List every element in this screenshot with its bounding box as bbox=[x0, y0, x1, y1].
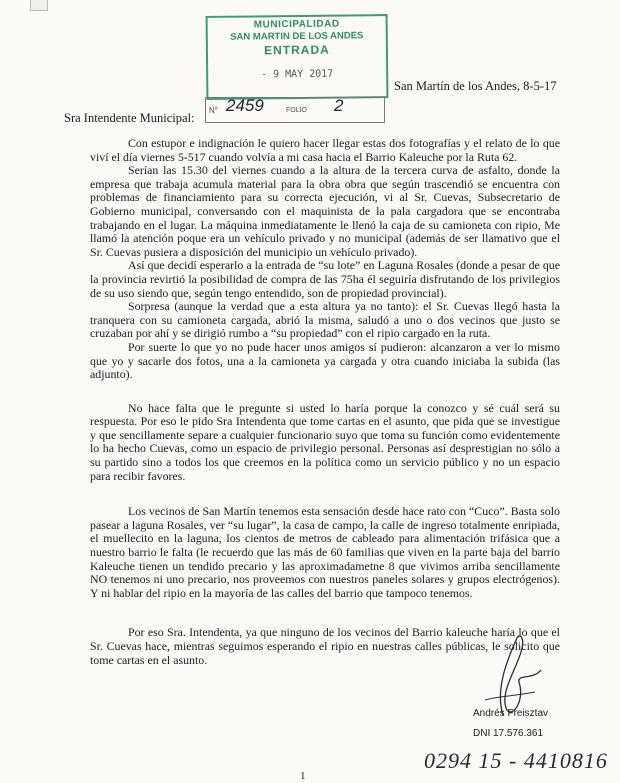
entrada-stamp bbox=[206, 14, 389, 100]
paragraph: Con estupor e indignación le quiero hacer llegar estas dos fotografías y el relato de lo que viví el día viernes 5-517 cuando volvía a mi casa hacia el Barrio Kaleuche por la Ruta 62. bbox=[90, 136, 560, 164]
addressee: Sra Intendente Municipal: bbox=[64, 111, 195, 125]
handwritten-signature bbox=[455, 630, 575, 720]
letter-body bbox=[90, 137, 560, 667]
folio-value: 2 bbox=[334, 96, 344, 115]
paragraph: No hace falta que le pregunte si usted lo haría porque la conozco y sé cuál será su respuesta. Por eso le pido Sra Intendenta que tome cartas en el asunto, que pida que se investigue y que sencillamente separe a cualquier funcionario suyo que toma su función como evidentemente lo ha hecho Cuevas, como un espacio de privilegio personal. Personas así desprestigian no sólo a su partido sino a todos los que creemos en la política como un servicio público y no un espacio para recibir favores. bbox=[90, 400, 560, 483]
registry-number-box bbox=[205, 97, 385, 123]
page-number: 1 bbox=[300, 770, 306, 782]
staple-mark bbox=[30, 0, 48, 11]
signer-name: Andrés Freisztav bbox=[473, 708, 549, 719]
paragraph: Así que decidí esperarlo a la entrada de “su lote” en Laguna Rosales (donde a pesar de que la provincia revirtió la posibilidad de compra de las 75ha él seguiría disfrutando de los privilegios de su uso siendo que, según tengo entendido, son de propiedad provincial). bbox=[90, 258, 560, 300]
number-value: 2459 bbox=[226, 96, 264, 115]
paragraph: Por eso Sra. Intendenta, ya que ninguno de los vecinos del Barrio kaleuche haría lo que el Sr. Cuevas hace, mientras seguimos esperando el ripio en nuestras calles públicas, le solicito que tome cartas en el asunto. bbox=[90, 625, 560, 667]
stamp-date: - 9 MAY 2017 bbox=[261, 68, 334, 81]
stamp-line-1: MUNICIPALIDAD bbox=[253, 18, 340, 31]
signer-dni: DNI 17.576.361 bbox=[473, 728, 544, 739]
folio-label: FOLIO bbox=[286, 107, 308, 114]
paragraph: Sorpresa (aunque la verdad que a esta altura ya no tanto): el Sr. Cuevas llegó hasta la tranquera con su camioneta cargada, abrió la misma, saludó a uno o dos vecinos que justo se cruzaban por ahí y se dirigió rumbo a “su propiedad” con el ripio cargado en la ruta. bbox=[90, 299, 560, 341]
paragraph: Los vecinos de San Martín tenemos esta sensación desde hace rato con “Cuco”. Basta solo pasear a laguna Rosales, ver “su lugar”, la casa de campo, la calle de ingreso totalmente enripiada, el muellecito en la laguna, los cientos de metros de cableado para alimentación trifásica que a nuestro barrio le falta (le recuerdo que las más de 60 familias que viven en la parte baja del barrio Kaleuche tienen un tendido precario y las aproximadametne 8 que vivimos arriba sencillamente NO tenemos ni uno precario, nos proveemos con nuestros paneles solares y grupos electrógenos). Y ni hablar del ripio en la mayoría de las calles del barrio que tampoco tenemos. bbox=[90, 504, 560, 600]
stamp-line-2: SAN MARTIN DE LOS ANDES bbox=[230, 30, 364, 43]
paragraph: Serían las 15.30 del viernes cuando a la altura de la tercera curva de asfalto, donde la empresa que trabaja acumula material para la obra obra que según trascendió se encuentra con problemas de financiamiento para su correcta ejecución, vi al Sr. Cuevas, Subsecretario de Gobierno municipal, conversando con el maquinista de la pala cargadora que se encontraba trabajando en el lugar. La máquina inmediatamente le llenó la caja de su camioneta con ripio, Me llamó la atención poque era un vehículo privado y no municipal (además de ser llamativo que el Sr. Cuevas pusiera a disposición del municipio un vehículo privado). bbox=[90, 163, 560, 259]
paragraph: Por suerte lo que yo no pude hacer unos amigos sí pudieron: alcanzaron a ver lo mismo que yo y sacarle dos fotos, una a la camioneta ya cargada y otra cuando iniciaba la subida (las adjunto). bbox=[90, 339, 560, 382]
stamp-line-3: ENTRADA bbox=[264, 42, 330, 58]
number-label: N° bbox=[209, 106, 218, 115]
place-date: San Martín de los Andes, 8-5-17 bbox=[394, 79, 557, 93]
handwritten-phone-number: 0294 15 - 4410816 bbox=[424, 748, 608, 773]
